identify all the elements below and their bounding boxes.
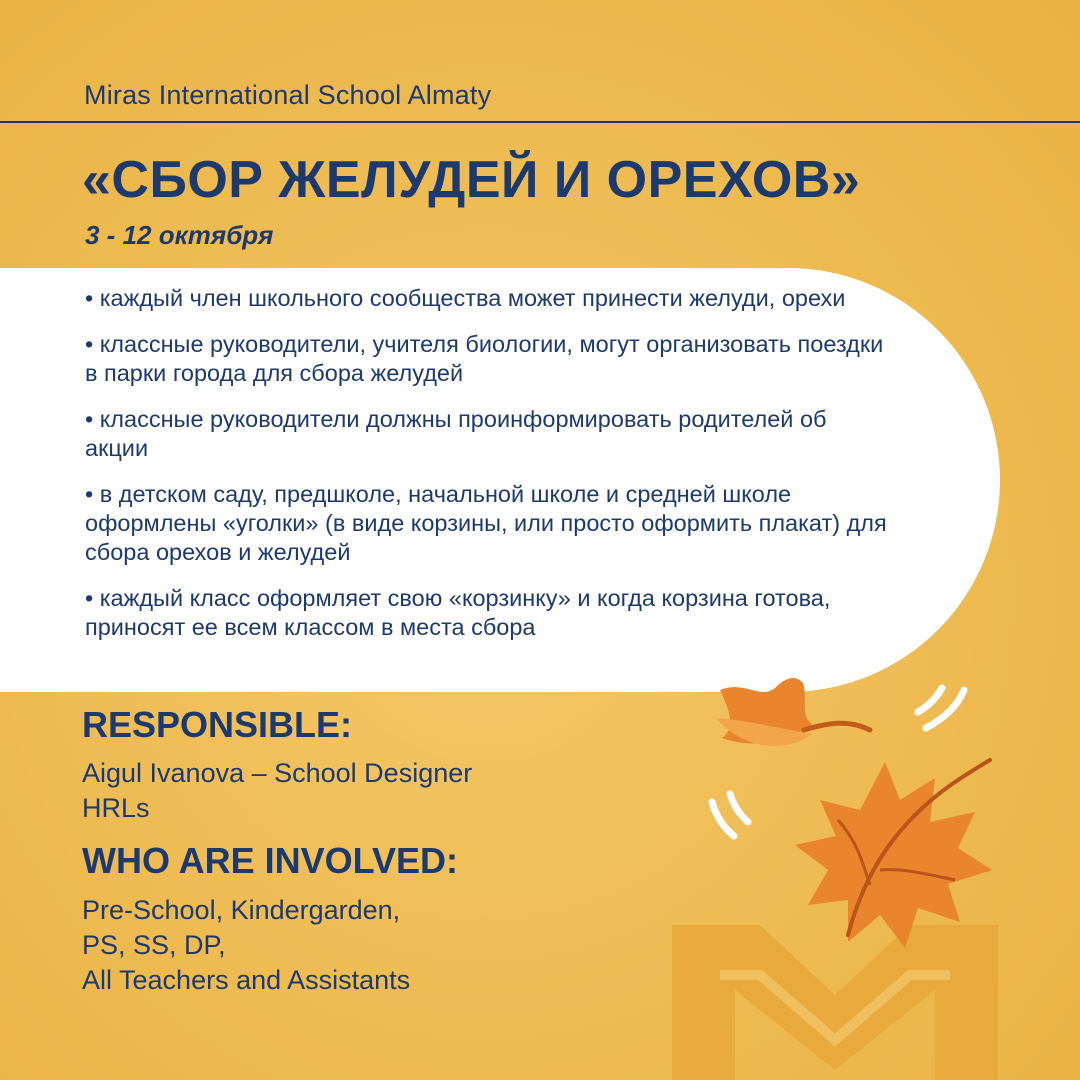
event-dates: 3 - 12 октября — [85, 220, 274, 250]
involved-heading: WHO ARE INVOLVED: — [82, 840, 458, 881]
list-item: All Teachers and Assistants — [82, 965, 411, 995]
school-logo-watermark — [672, 925, 998, 1080]
responsible-list — [82, 756, 472, 826]
motion-lines-icon — [712, 794, 748, 836]
page-title: «СБОР ЖЕЛУДЕЙ И ОРЕХОВ» — [82, 151, 861, 209]
maple-leaf-icon — [795, 760, 992, 948]
list-item: • классные руководители должны проинформировать родителей об акции — [85, 406, 827, 461]
list-item: • каждый класс оформляет свою «корзинку» и когда корзина готова, приносят ее всем классом в места сбора — [85, 585, 831, 640]
list-item: • каждый член школьного сообщества может принести желуди, орехи — [85, 285, 846, 311]
list-item: Aigul Ivanova – School Designer — [82, 758, 473, 788]
list-item: • в детском саду, предшколе, начальной школе и средней школе оформлены «уголки» (в виде корзины, или просто оформить плакат) для сбора орехов и желудей — [85, 481, 887, 565]
motion-lines-icon — [918, 688, 964, 728]
responsible-heading: RESPONSIBLE: — [82, 704, 353, 745]
list-item: HRLs — [82, 793, 150, 823]
school-name: Miras International School Almaty — [84, 80, 492, 110]
list-item: Pre-School, Kindergarden, — [82, 895, 401, 925]
list-item: PS, SS, DP, — [82, 930, 226, 960]
involved-list — [82, 893, 410, 998]
list-item: • классные руководители, учителя биологии, могут организовать поездки в парки города для сбора желудей — [85, 331, 884, 386]
bullet-list — [85, 284, 895, 659]
header-divider — [0, 121, 1080, 123]
